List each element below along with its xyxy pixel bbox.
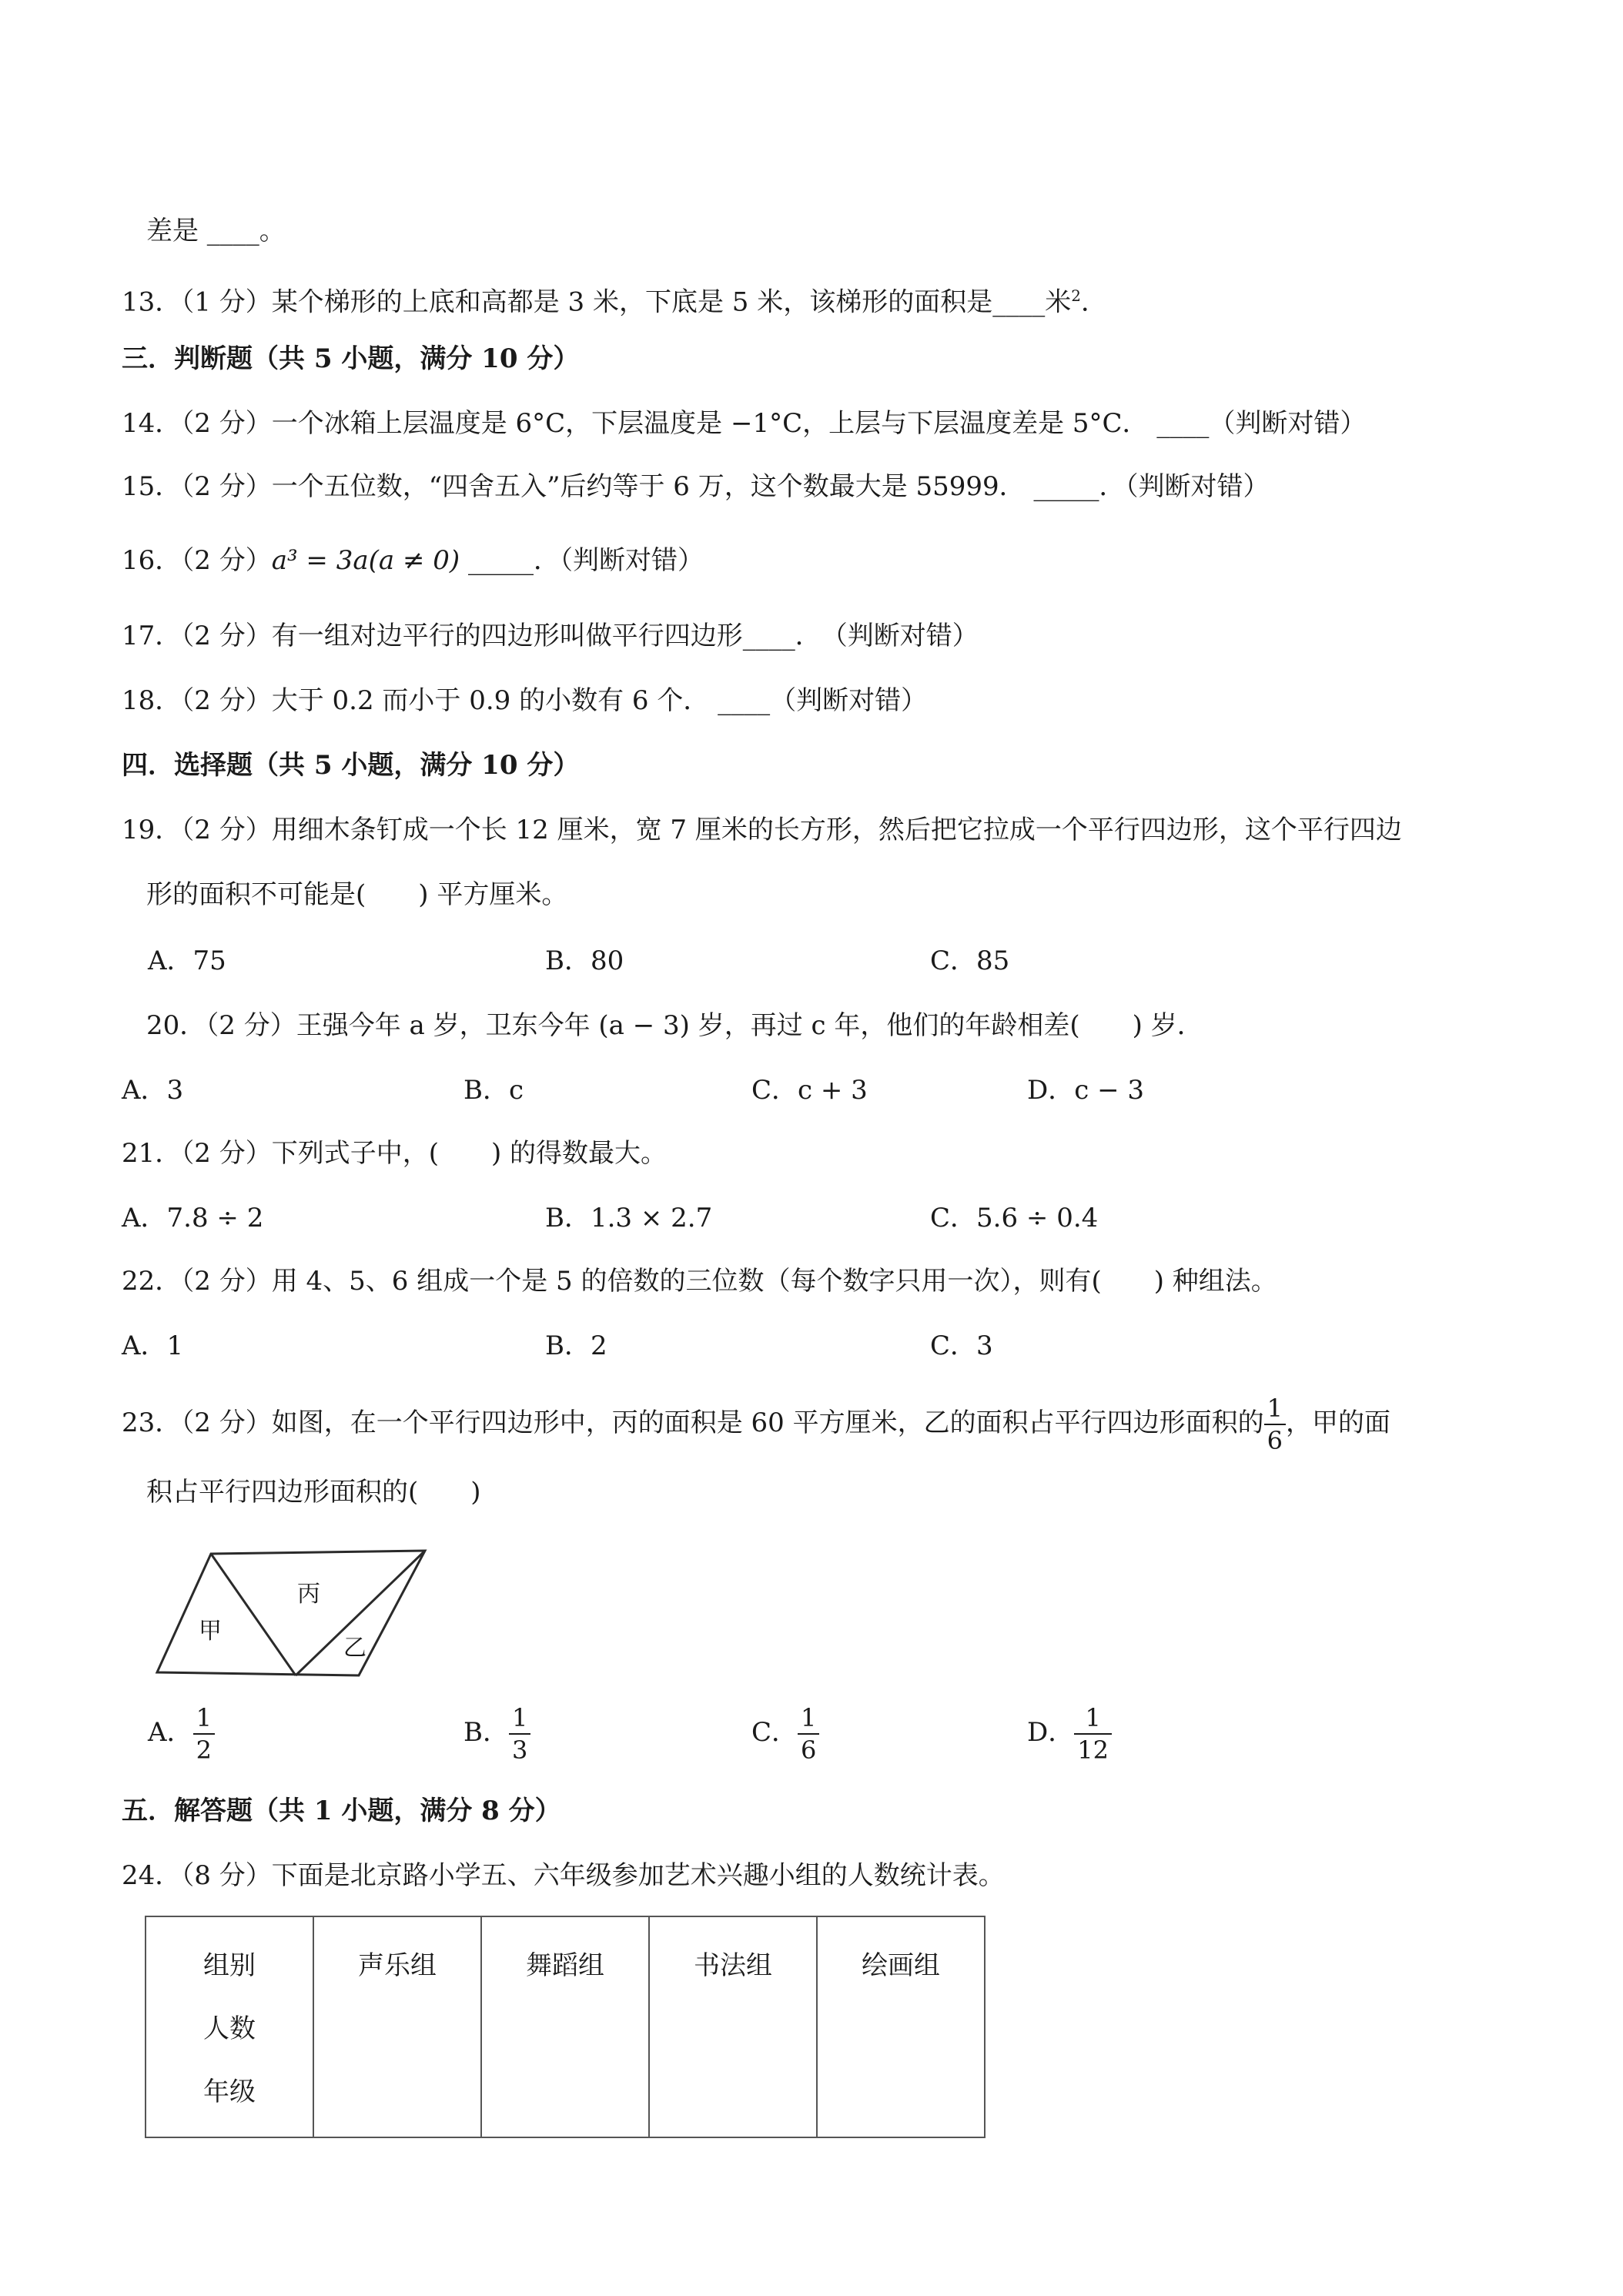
- question-19-line2: 形的面积不可能是( ) 平方厘米。: [146, 879, 568, 910]
- q23-option-c-frac: [798, 1702, 819, 1766]
- table-row: [146, 1916, 985, 2137]
- q13-sup: 2: [1071, 286, 1081, 305]
- q23-option-c-letter: C．: [751, 1717, 798, 1748]
- q23-option-a-num: 1: [193, 1702, 215, 1735]
- q20-option-b[interactable]: B．c: [463, 1075, 524, 1106]
- q23-option-b[interactable]: [463, 1702, 530, 1766]
- question-23-line2: 积占平行四边形面积的( ): [146, 1477, 481, 1508]
- q19-option-b[interactable]: B．80: [545, 946, 624, 976]
- divider-jia-bing: [211, 1554, 296, 1675]
- stats-table: [145, 1916, 986, 2138]
- q16-formula: a³ = 3a(a ≠ 0): [271, 545, 460, 576]
- section-4-title: 四．选择题（共 5 小题，满分 10 分）: [122, 750, 580, 781]
- q16-suffix: _____．（判断对错）: [460, 545, 704, 576]
- q23-line1-tail: ，甲的面: [1285, 1407, 1390, 1438]
- q23-frac-den: 6: [1267, 1426, 1283, 1455]
- q23-option-b-letter: B．: [463, 1717, 509, 1748]
- q23-option-c-num: 1: [798, 1702, 819, 1735]
- question-16: [122, 544, 704, 577]
- q12-tail: 差是 ____。: [146, 216, 286, 246]
- q16-prefix: 16．（2 分）: [122, 545, 272, 576]
- q23-option-a-letter: A．: [148, 1717, 193, 1748]
- q20-option-a[interactable]: A．3: [122, 1075, 184, 1106]
- question-17: 17．（2 分）有一组对边平行的四边形叫做平行四边形____． （判断对错）: [122, 621, 979, 651]
- header-group-label: 组别: [203, 1950, 256, 1981]
- q20-option-c[interactable]: C．c + 3: [751, 1075, 868, 1106]
- q23-option-d-den: 12: [1077, 1735, 1109, 1765]
- header-count-label: 人数: [203, 2013, 256, 2044]
- q21-option-c[interactable]: C．5.6 ÷ 0.4: [930, 1203, 1099, 1233]
- header-dance: 舞蹈组: [481, 1916, 649, 2137]
- question-22: 22．（2 分）用 4、5、6 组成一个是 5 的倍数的三位数（每个数字只用一次），则有( ) 种组法。: [122, 1266, 1277, 1297]
- parallelogram-figure: [146, 1540, 447, 1686]
- q19-option-c[interactable]: C．85: [930, 946, 1010, 976]
- q20-option-d[interactable]: D．c − 3: [1027, 1075, 1145, 1106]
- q23-frac-num: 1: [1264, 1393, 1286, 1425]
- label-jia: 甲: [199, 1618, 222, 1645]
- q23-option-d-letter: D．: [1027, 1717, 1075, 1748]
- question-23-line1: [122, 1392, 1390, 1456]
- parallelogram-outline: [157, 1551, 425, 1675]
- q13-text: 13．（1 分）某个梯形的上底和高都是 3 米，下底是 5 米，该梯形的面积是____米: [122, 286, 1072, 318]
- q21-option-b[interactable]: B．1.3 × 2.7: [545, 1203, 713, 1233]
- label-yi: 乙: [343, 1635, 366, 1662]
- q23-option-d[interactable]: [1027, 1702, 1112, 1766]
- q21-option-a[interactable]: A．7.8 ÷ 2: [122, 1203, 264, 1233]
- q23-option-b-frac: [509, 1702, 530, 1766]
- section-5-title: 五．解答题（共 1 小题，满分 8 分）: [122, 1796, 561, 1826]
- header-calligraphy: 书法组: [649, 1916, 817, 2137]
- question-18: 18．（2 分）大于 0.2 而小于 0.9 的小数有 6 个． ____（判断对错）: [122, 685, 928, 716]
- q23-option-b-den: 3: [512, 1735, 528, 1765]
- q23-option-c[interactable]: [751, 1702, 819, 1766]
- header-painting: 绘画组: [817, 1916, 985, 2137]
- q22-option-a[interactable]: A．1: [122, 1330, 184, 1361]
- question-14: 14．（2 分）一个冰箱上层温度是 6°C，下层温度是 −1°C，上层与下层温度差是 5°C． ____（判断对错）: [122, 408, 1367, 439]
- question-20: 20．（2 分）王强今年 a 岁，卫东今年 (a − 3) 岁，再过 c 年，他们的年龄相差( ) 岁．: [146, 1010, 1203, 1041]
- q23-option-a[interactable]: [148, 1702, 215, 1766]
- q23-option-a-den: 2: [196, 1735, 212, 1765]
- q23-fraction: [1264, 1393, 1286, 1456]
- label-bing: 丙: [297, 1581, 320, 1608]
- q23-line1-text: 23．（2 分）如图，在一个平行四边形中，丙的面积是 60 平方厘米，乙的面积占平行四边形面积的: [122, 1407, 1264, 1438]
- q23-option-a-frac: [193, 1702, 215, 1766]
- question-15: 15．（2 分）一个五位数，“四舍五入”后约等于 6 万，这个数最大是 55999． _____．（判断对错）: [122, 471, 1270, 502]
- section-3-title: 三．判断题（共 5 小题，满分 10 分）: [122, 343, 580, 374]
- q13-end: ．: [1080, 286, 1107, 318]
- table-diagonal-header-cell: [146, 1916, 313, 2137]
- q23-option-d-num: 1: [1074, 1702, 1112, 1735]
- q23-option-b-num: 1: [509, 1702, 530, 1735]
- question-24: 24．（8 分）下面是北京路小学五、六年级参加艺术兴趣小组的人数统计表。: [122, 1860, 1005, 1891]
- q23-option-d-frac: [1074, 1702, 1112, 1766]
- q19-option-a[interactable]: A．75: [148, 946, 226, 976]
- q22-option-b[interactable]: B．2: [545, 1330, 607, 1361]
- question-21: 21．（2 分）下列式子中，( ) 的得数最大。: [122, 1138, 668, 1169]
- q23-option-c-den: 6: [801, 1735, 817, 1765]
- header-vocal: 声乐组: [313, 1916, 481, 2137]
- q22-option-c[interactable]: C．3: [930, 1330, 993, 1361]
- question-13: [122, 279, 1107, 319]
- question-19-line1: 19．（2 分）用细木条钉成一个长 12 厘米，宽 7 厘米的长方形，然后把它拉成一个平行四边形，这个平行四边: [122, 815, 1402, 845]
- header-grade-label: 年级: [203, 2077, 256, 2107]
